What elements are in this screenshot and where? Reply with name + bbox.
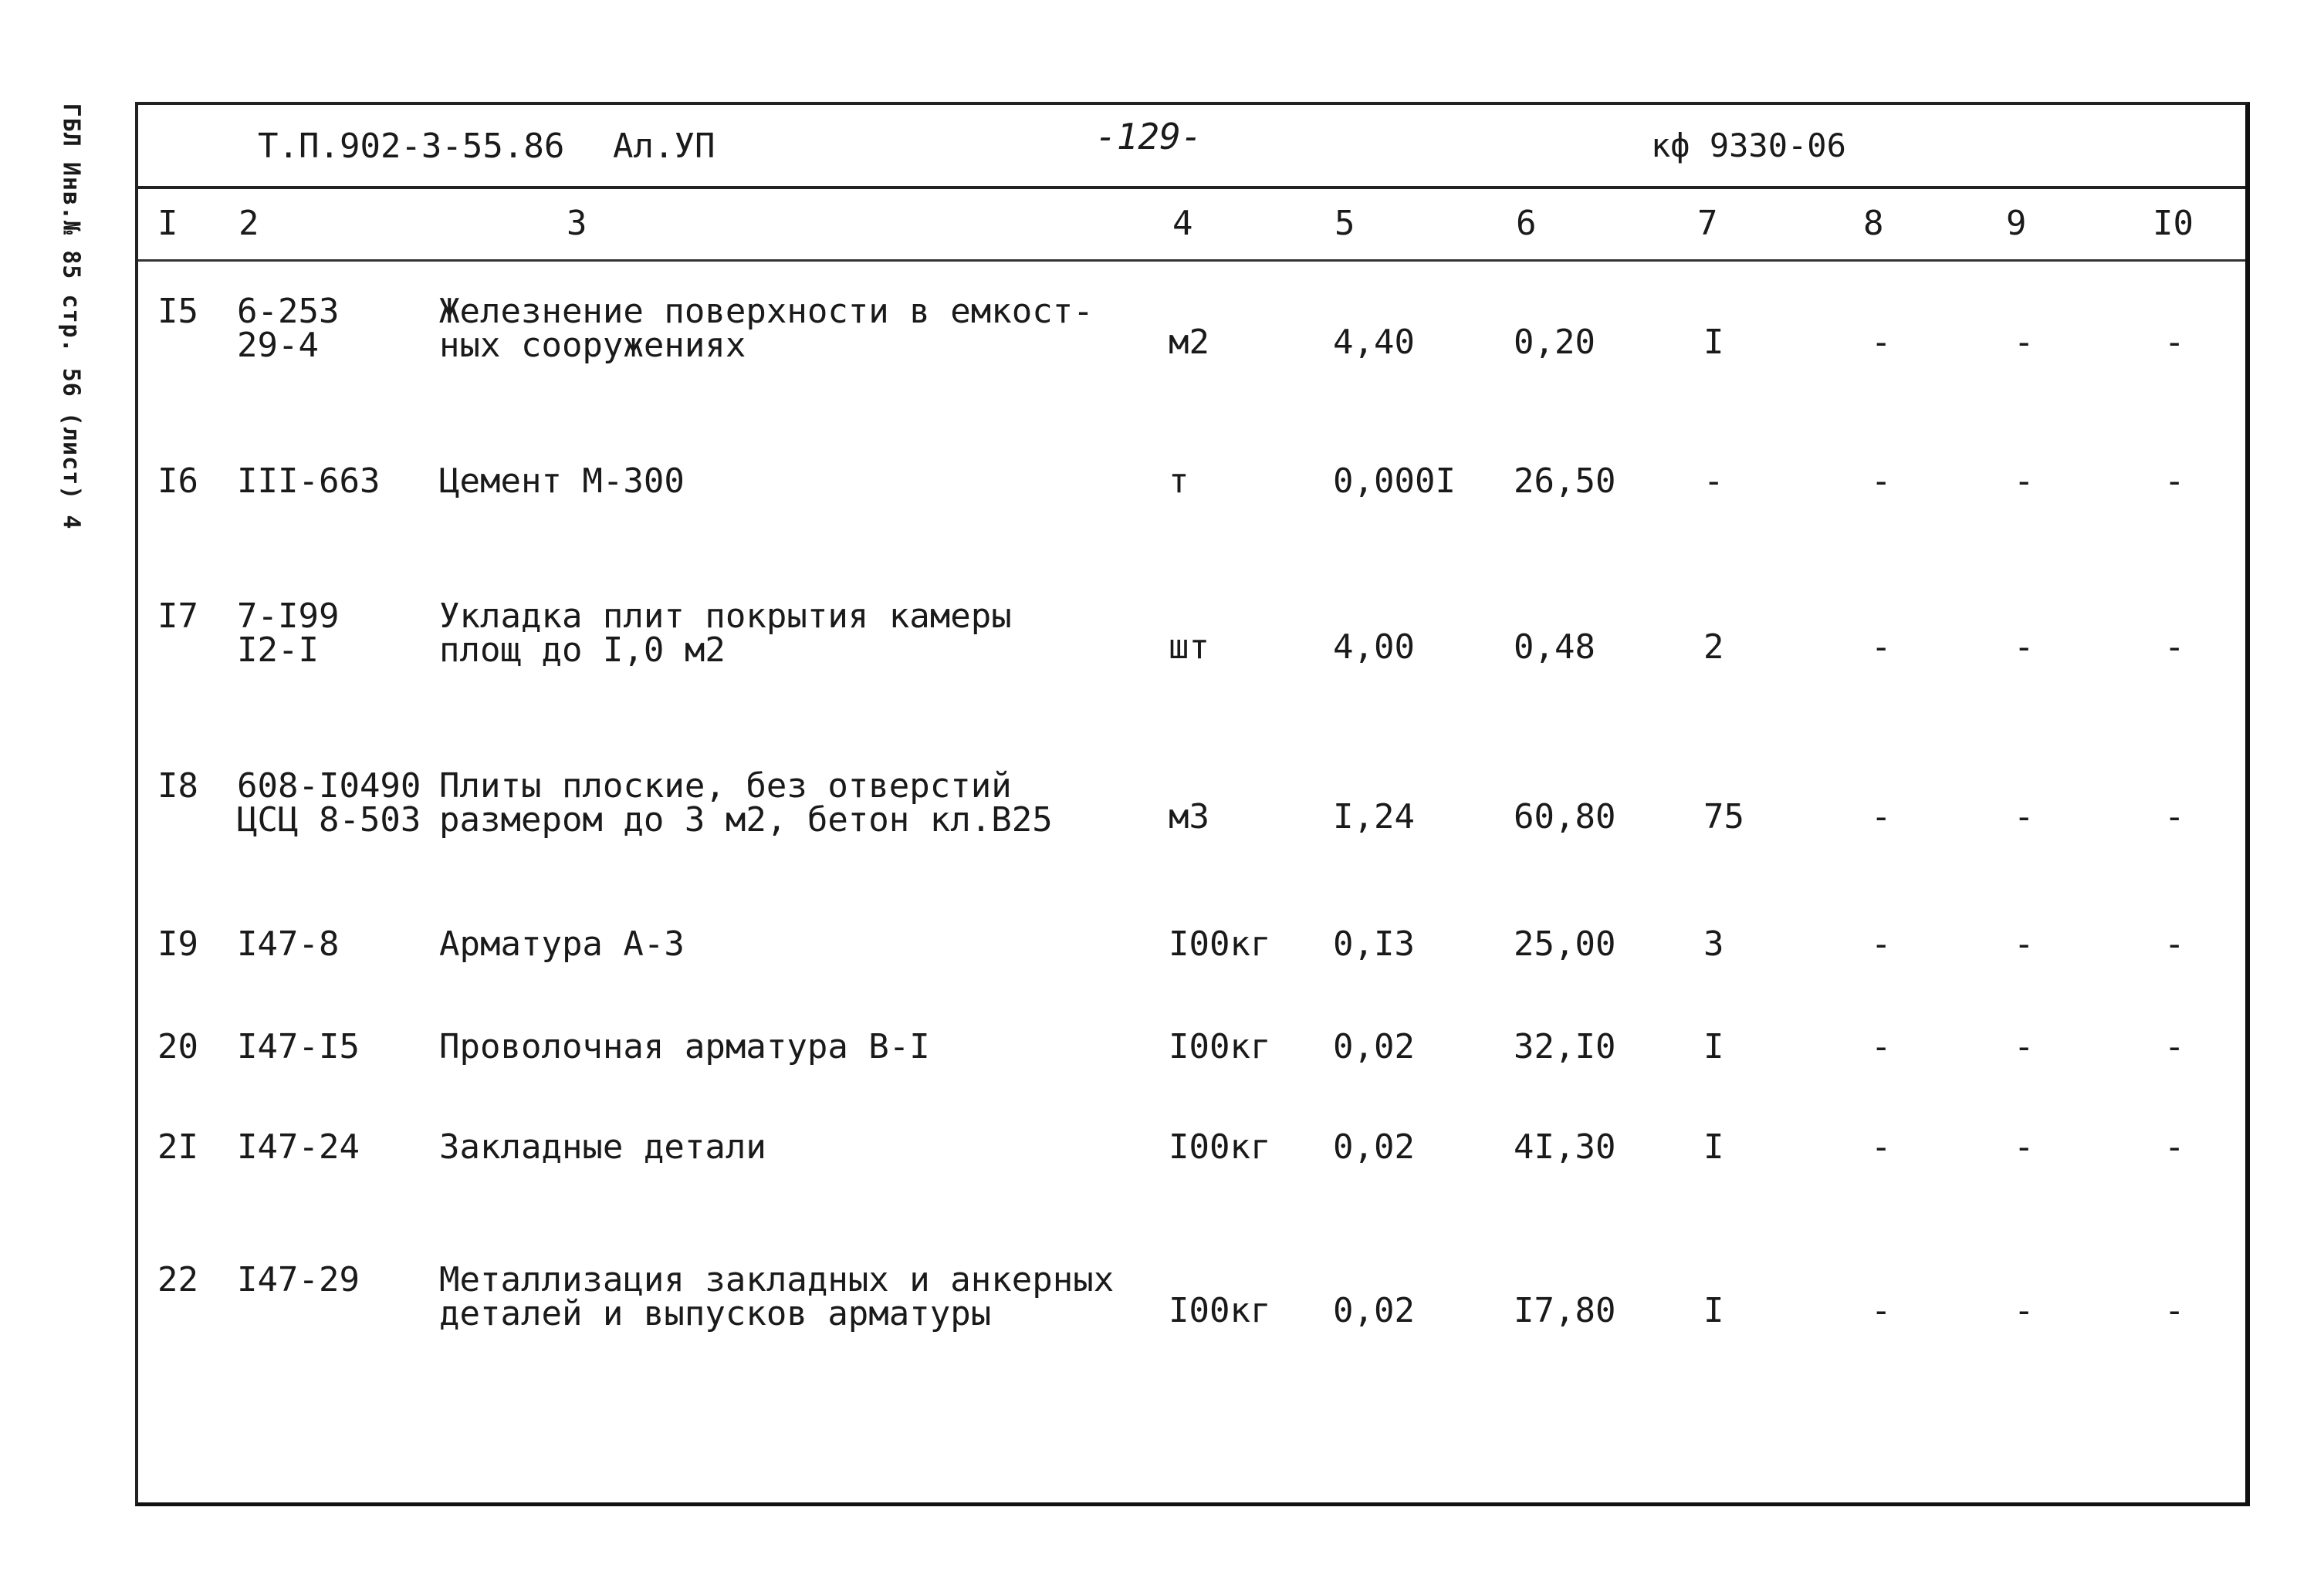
row-unit: I00кг: [1169, 1027, 1271, 1066]
row-col6: 26,50: [1514, 461, 1616, 501]
row-col9: -: [2014, 1027, 2035, 1066]
row-col5: 0,000I: [1333, 461, 1456, 501]
row-name: Проволочная арматура В-I: [439, 1027, 930, 1066]
row-col9: -: [2014, 461, 2035, 501]
side-stamp-text: ГБЛ Инв.№ 85 стр. 56 (лист) 4: [57, 103, 85, 530]
row-unit: шт: [1169, 627, 1209, 667]
row-name: деталей и выпусков арматуры: [439, 1294, 992, 1333]
row-col6: 0,20: [1514, 323, 1595, 362]
row-code: I47-24: [237, 1127, 360, 1167]
colnum-8: 8: [1863, 204, 1884, 243]
row-col8: -: [1871, 924, 1892, 964]
row-unit: I00кг: [1169, 924, 1271, 964]
row-number: I7: [157, 596, 198, 636]
row-col6: 4I,30: [1514, 1127, 1616, 1167]
album-label: Ал.УП: [613, 127, 715, 166]
row-col8: -: [1871, 627, 1892, 667]
row-name: ных сооружениях: [439, 326, 746, 365]
row-code: 6-253: [237, 292, 340, 331]
row-col5: 4,00: [1333, 627, 1415, 667]
row-col9: -: [2014, 1127, 2035, 1167]
row-col10: -: [2164, 1291, 2185, 1330]
row-code: III-663: [237, 461, 381, 501]
row-col10: -: [2164, 627, 2185, 667]
row-col10: -: [2164, 797, 2185, 836]
row-unit: I00кг: [1169, 1291, 1271, 1330]
row-name: Цемент М-300: [439, 461, 685, 501]
row-number: I5: [157, 292, 198, 331]
row-col6: I7,80: [1514, 1291, 1616, 1330]
row-col9: -: [2014, 1291, 2035, 1330]
row-col7: I: [1703, 1127, 1724, 1167]
row-code: 29-4: [237, 326, 319, 365]
row-col7: I: [1703, 323, 1724, 362]
row-name: Закладные детали: [439, 1127, 766, 1167]
row-col10: -: [2164, 1127, 2185, 1167]
column-header-divider: [138, 259, 2245, 262]
row-number: 20: [157, 1027, 198, 1066]
row-col9: -: [2014, 323, 2035, 362]
row-unit: I00кг: [1169, 1127, 1271, 1167]
row-col6: 25,00: [1514, 924, 1616, 964]
row-col10: -: [2164, 1027, 2185, 1066]
colnum-9: 9: [2006, 204, 2027, 243]
row-code: 7-I99: [237, 596, 340, 636]
row-col5: I,24: [1333, 797, 1415, 836]
row-col8: -: [1871, 461, 1892, 501]
row-col7: I: [1703, 1291, 1724, 1330]
colnum-10: I0: [2153, 204, 2194, 243]
kf-code: кф 9330-06: [1651, 127, 1846, 164]
row-col10: -: [2164, 323, 2185, 362]
row-col7: 3: [1703, 924, 1724, 964]
row-col8: -: [1871, 797, 1892, 836]
row-name: Плиты плоские, без отверстий: [439, 766, 1012, 806]
row-col5: 0,I3: [1333, 924, 1415, 964]
row-unit: т: [1169, 461, 1189, 501]
archive-side-stamp: [32, 100, 110, 532]
colnum-5: 5: [1335, 204, 1355, 243]
header-divider: [138, 186, 2245, 189]
row-col8: -: [1871, 1291, 1892, 1330]
colnum-4: 4: [1172, 204, 1193, 243]
colnum-6: 6: [1516, 204, 1537, 243]
row-col10: -: [2164, 924, 2185, 964]
row-number: I9: [157, 924, 198, 964]
row-code: ЦСЦ 8-503: [237, 800, 421, 840]
row-col5: 0,02: [1333, 1027, 1415, 1066]
row-col8: -: [1871, 1127, 1892, 1167]
row-col5: 0,02: [1333, 1291, 1415, 1330]
colnum-7: 7: [1697, 204, 1718, 243]
row-col9: -: [2014, 627, 2035, 667]
row-unit: м2: [1169, 323, 1209, 362]
row-col7: -: [1703, 461, 1724, 501]
row-col9: -: [2014, 924, 2035, 964]
row-number: I6: [157, 461, 198, 501]
doc-code: Т.П.902-3-55.86: [258, 127, 565, 166]
page-number: -129-: [1095, 116, 1203, 157]
row-name: Арматура А-3: [439, 924, 685, 964]
row-col7: 75: [1703, 797, 1744, 836]
row-name: размером до 3 м2, бетон кл.В25: [439, 800, 1053, 840]
row-col8: -: [1871, 1027, 1892, 1066]
row-code: 608-I0490: [237, 766, 421, 806]
row-code: I47-8: [237, 924, 340, 964]
row-code: I47-I5: [237, 1027, 360, 1066]
row-col5: 4,40: [1333, 323, 1415, 362]
row-col10: -: [2164, 461, 2185, 501]
document-header: [138, 105, 2245, 190]
row-col9: -: [2014, 797, 2035, 836]
document-frame: [135, 102, 2250, 1506]
row-col5: 0,02: [1333, 1127, 1415, 1167]
row-col6: 32,I0: [1514, 1027, 1616, 1066]
row-col8: -: [1871, 323, 1892, 362]
row-number: I8: [157, 766, 198, 806]
row-name: Металлизация закладных и анкерных: [439, 1260, 1115, 1299]
row-name: Железнение поверхности в емкост-: [439, 292, 1094, 331]
row-col6: 0,48: [1514, 627, 1595, 667]
row-number: 2I: [157, 1127, 198, 1167]
row-number: 22: [157, 1260, 198, 1299]
row-code: I2-I: [237, 630, 319, 670]
colnum-2: 2: [238, 204, 259, 243]
colnum-1: I: [157, 204, 178, 243]
colnum-3: 3: [567, 204, 587, 243]
row-col7: I: [1703, 1027, 1724, 1066]
row-code: I47-29: [237, 1260, 360, 1299]
row-name: площ до I,0 м2: [439, 630, 726, 670]
row-name: Укладка плит покрытия камеры: [439, 596, 1012, 636]
row-col6: 60,80: [1514, 797, 1616, 836]
row-col7: 2: [1703, 627, 1724, 667]
row-unit: м3: [1169, 797, 1209, 836]
